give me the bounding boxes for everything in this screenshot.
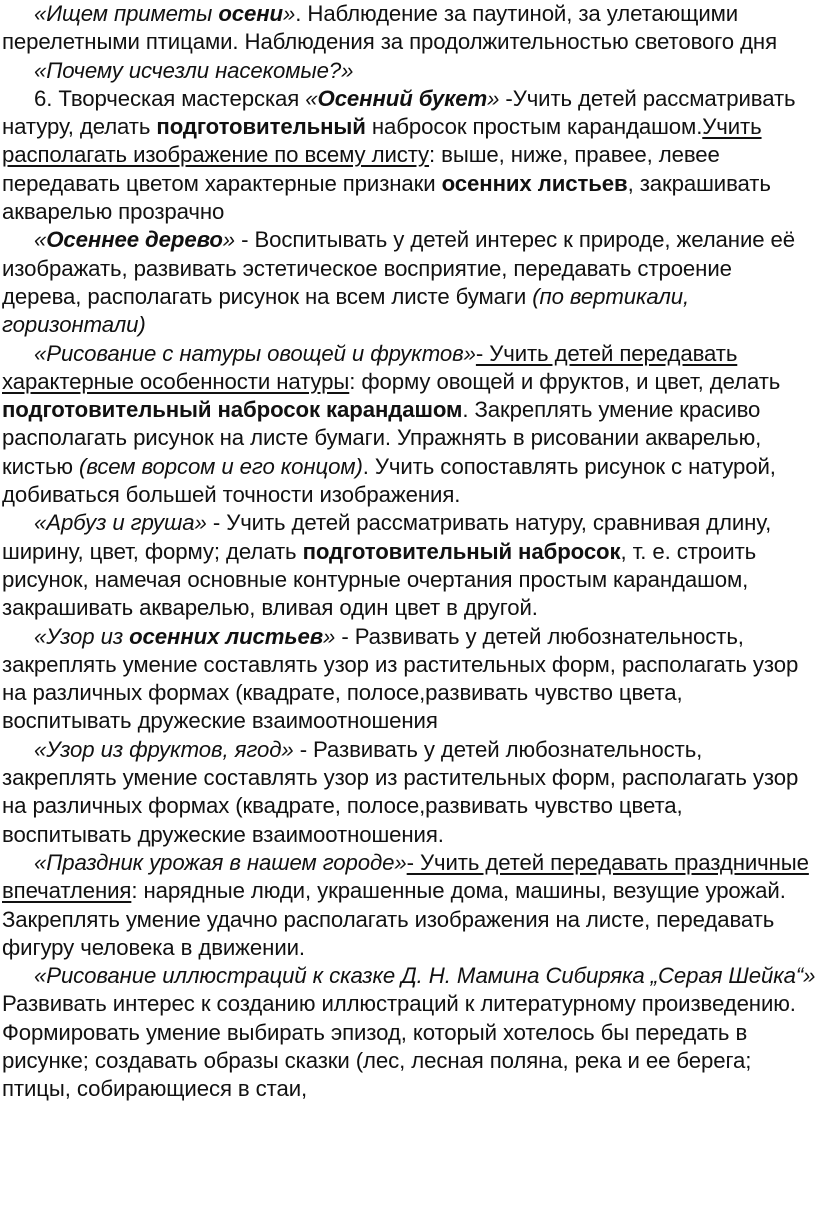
title-autumn-bouquet: Осенний букет (317, 85, 488, 111)
text-sketch-pencil: набросок простым карандашом. (365, 114, 703, 140)
title-harvest-festival: «Праздник урожая в нашем городе» (34, 849, 407, 875)
paragraph-watermelon-pear (2, 509, 816, 622)
paragraph-illustration-title (2, 962, 816, 990)
title-autumn-tree: Осеннее дерево (46, 227, 223, 253)
text-illustration-goal: Развивать интерес к созданию иллюстраций к литературному произведению. Формировать умение выбирать эпизод, который хотелось бы передать в рисунке; создавать образы сказки (лес, лесная поляна, река и ее берега; птицы, собирающиеся в стаи, (2, 991, 796, 1102)
title-insects: «Почему исчезли насекомые?» (34, 57, 354, 83)
paragraph-fruit-pattern (2, 736, 816, 849)
paragraph-leaf-pattern (2, 623, 816, 736)
text-placement-details: : выше, ниже, правее, левее передавать цветом характерные признаки (2, 142, 720, 196)
text-reinforce: . Закреплять умение красиво располагать рисунок на листе бумаги. Упражнять в рисовании акварелью, кистью (2, 397, 762, 479)
quote-close: » (283, 1, 296, 26)
text-leaf-pattern-goal: - Развивать у детей любознательность, закреплять умение составлять узор из растительных форм, располагать узор на различных формах (квадрате, полосе,развивать чувство цвета, воспитывать дружеские взаимоотношения (2, 623, 799, 734)
quote-close: » (487, 85, 500, 111)
paragraph-autumn-bouquet (2, 85, 816, 226)
paragraph-harvest-festival (2, 849, 816, 962)
text-observation: . Наблюдение за паутиной, за улетающими перелетными птицами. Наблюдения за продолжительностью светового дня (2, 1, 777, 55)
quote-close: » (323, 623, 336, 649)
underlined-features: - Учить детей передавать характерные особенности натуры (2, 340, 738, 394)
paragraph-observation-autumn (2, 0, 816, 57)
text-brush-technique: (всем ворсом и его концом) (79, 453, 363, 479)
title-fruit-pattern: «Узор из фруктов, ягод» (34, 736, 294, 762)
quote-open: « (34, 227, 47, 253)
keyword-autumn: осени (218, 1, 284, 26)
paragraph-illustration-goal (2, 990, 816, 1103)
paragraph-autumn-tree (2, 226, 816, 339)
text-workshop: 6. Творческая мастерская (34, 85, 306, 111)
title-fairy-tale-illustration: «Рисование иллюстраций к сказке Д. Н. Мамина Сибиряка „Серая Шейка“» (34, 963, 816, 989)
text-watermelon-goal: - Учить детей рассматривать натуру, сравнивая длину, ширину, цвет, форму; делать (2, 510, 772, 564)
keyword-autumn-leaves-pattern: осенних листьев (129, 623, 324, 649)
title-autumn-signs: «Ищем приметы (34, 1, 219, 26)
title-pattern-from: «Узор из (34, 623, 130, 649)
text-orientation: (по вертикали, горизонтали) (2, 283, 690, 338)
underlined-festive-impressions: - Учить детей передавать праздничные впечатления (2, 849, 809, 904)
keyword-preparatory: подготовительный (156, 114, 366, 140)
quote-close: » (222, 227, 236, 253)
text-watercolor: , закрашивать акварелью прозрачно (2, 170, 771, 225)
text-form-color: : форму овощей и фруктов, и цвет, делать (349, 368, 781, 394)
underlined-placement: Учить располагать изображение по всему листу (2, 114, 762, 168)
text-tree-goal: - Воспитывать у детей интерес к природе, желание её изображать, развивать эстетическое восприятие, передавать строение дерева, располагать рисунок на всем листе бумаги (2, 227, 796, 309)
paragraph-vegetables-fruits (2, 340, 816, 510)
title-vegetables-fruits: «Рисование с натуры овощей и фруктов» (34, 340, 476, 366)
text-bouquet-goal: -Учить детей рассматривать натуру, делать (2, 85, 796, 140)
text-fruit-pattern-goal: - Развивать у детей любознательность, закреплять умение составлять узор из растительных форм, располагать узор на различных формах (квадрате, полосе,развивать чувство цвета, воспитывать дружеские взаимоотношения. (2, 736, 799, 847)
text-construct-drawing: , т. е. строить рисунок, намечая основные контурные очертания простым карандашом, закрашивать акварелью, вливая один цвет в другой. (2, 538, 757, 621)
quote-open: « (305, 85, 318, 111)
paragraph-insects (2, 57, 816, 85)
text-compare: . Учить сопоставлять рисунок с натурой, добиваться большей точности изображения. (2, 453, 776, 508)
text-harvest-goal: : нарядные люди, украшенные дома, машины, везущие урожай. Закреплять умение удачно располагать изображения на листе, передавать фигуру человека в движении. (2, 878, 786, 960)
keyword-preparatory-sketch: подготовительный набросок (302, 538, 621, 564)
title-watermelon-pear: «Арбуз и груша» (34, 510, 207, 536)
keyword-autumn-leaves: осенних листьев (441, 170, 628, 196)
keyword-preparatory-sketch-pencil: подготовительный набросок карандашом (2, 397, 463, 423)
